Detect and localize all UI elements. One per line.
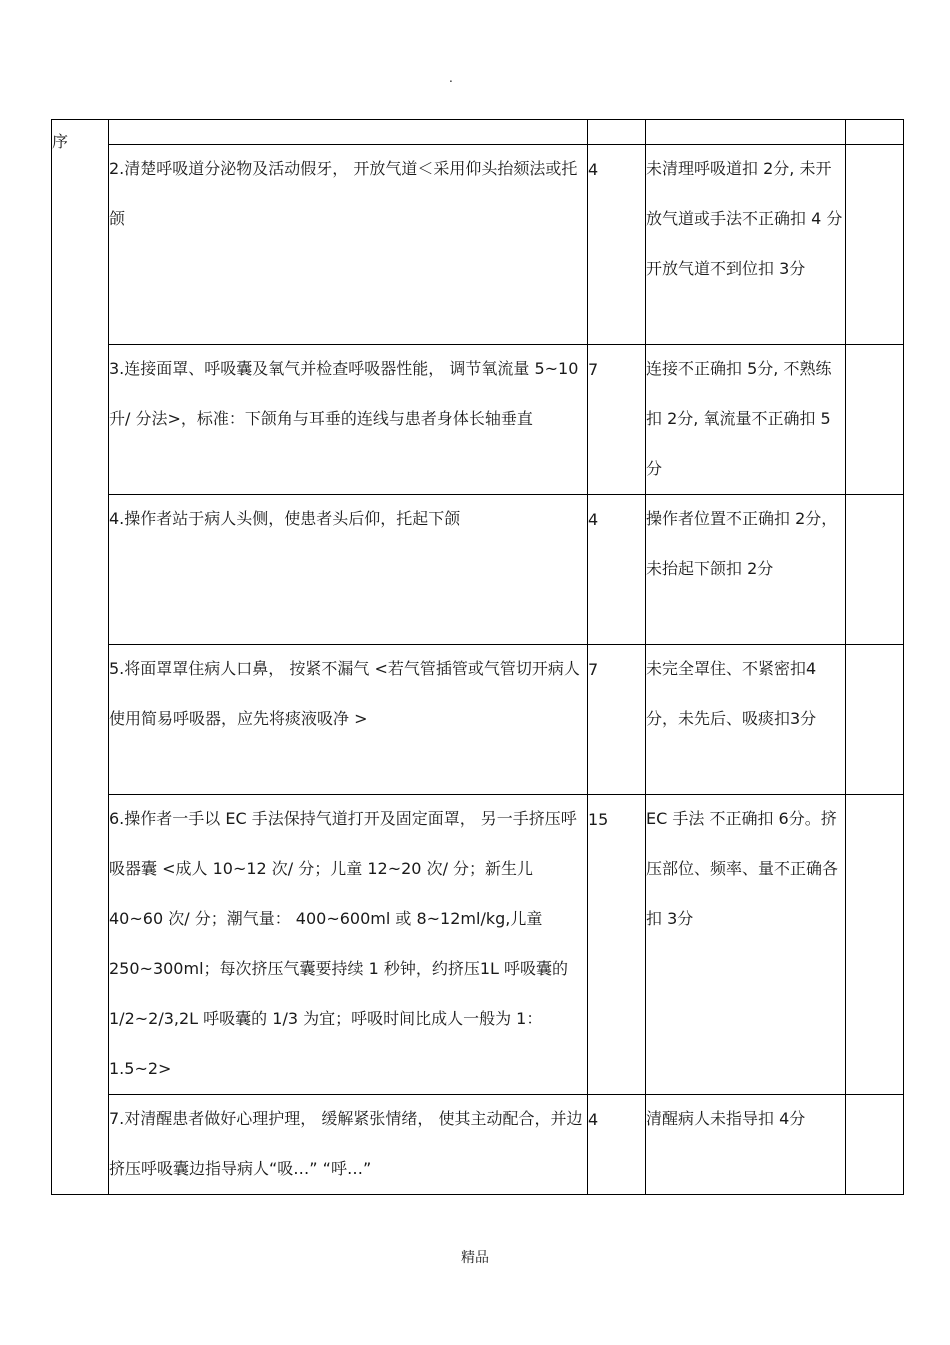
header-deduction-cell (646, 120, 846, 145)
step-extra (846, 645, 904, 795)
step-score: 4 (588, 495, 646, 645)
step-content: 7.对清醒患者做好心理护理， 缓解紧张情绪， 使其主动配合，并边挤压呼吸囊边指导病人“吸…” “呼…” (109, 1095, 588, 1195)
step-extra (846, 795, 904, 1095)
header-score-cell (588, 120, 646, 145)
header-content-cell (109, 120, 588, 145)
step-score: 4 (588, 145, 646, 345)
step-extra (846, 495, 904, 645)
step-content: 2.清楚呼吸道分泌物及活动假牙， 开放气道＜采用仰头抬颏法或托颌 (109, 145, 588, 345)
header-extra-cell (846, 120, 904, 145)
table-header-row (52, 120, 904, 145)
step-extra (846, 345, 904, 495)
step-score: 7 (588, 345, 646, 495)
step-deduction: EC 手法 不正确扣 6分。挤压部位、频率、量不正确各扣 3分 (646, 795, 846, 1095)
step-content: 3.连接面罩、呼吸囊及氧气并检查呼吸器性能， 调节氧流量 5~10 升/ 分法>，标准：下颌角与耳垂的连线与患者身体长轴垂直 (109, 345, 588, 495)
step-deduction: 清醒病人未指导扣 4分 (646, 1095, 846, 1195)
step-deduction: 连接不正确扣 5分, 不熟练扣 2分, 氧流量不正确扣 5分 (646, 345, 846, 495)
table-row (52, 1095, 904, 1195)
procedure-side-label: 序 (52, 120, 109, 1195)
page-top-mark: . (449, 71, 453, 85)
step-deduction: 操作者位置不正确扣 2分，未抬起下颌扣 2分 (646, 495, 846, 645)
scoring-table (51, 119, 904, 1195)
step-score: 15 (588, 795, 646, 1095)
step-content: 5.将面罩罩住病人口鼻， 按紧不漏气 <若气管插管或气管切开病人使用简易呼吸器，应先将痰液吸净 > (109, 645, 588, 795)
table-row (52, 495, 904, 645)
step-content: 4.操作者站于病人头侧，使患者头后仰，托起下颌 (109, 495, 588, 645)
page-footer: 精品 (461, 1250, 489, 1266)
step-extra (846, 145, 904, 345)
table-row (52, 645, 904, 795)
step-deduction: 未完全罩住、不紧密扣4分，未先后、吸痰扣3分 (646, 645, 846, 795)
table-row (52, 145, 904, 345)
table-row (52, 345, 904, 495)
step-content: 6.操作者一手以 EC 手法保持气道打开及固定面罩， 另一手挤压呼吸器囊 <成人 10~12 次/ 分；儿童 12~20 次/ 分；新生儿 40~60 次/ 分；潮气量： 400~600ml 或 8~12ml/kg,儿童 250~300ml；每次挤压气囊要持续 1 秒钟，约挤压1L 呼吸囊的 1/2~2/3,2L 呼吸囊的 1/3 为宜；呼吸时间比成人一般为 1：1.5~2> (109, 795, 588, 1095)
table-row (52, 795, 904, 1095)
step-extra (846, 1095, 904, 1195)
step-score: 7 (588, 645, 646, 795)
step-deduction: 未清理呼吸道扣 2分, 未开放气道或手法不正确扣 4 分开放气道不到位扣 3分 (646, 145, 846, 345)
step-score: 4 (588, 1095, 646, 1195)
